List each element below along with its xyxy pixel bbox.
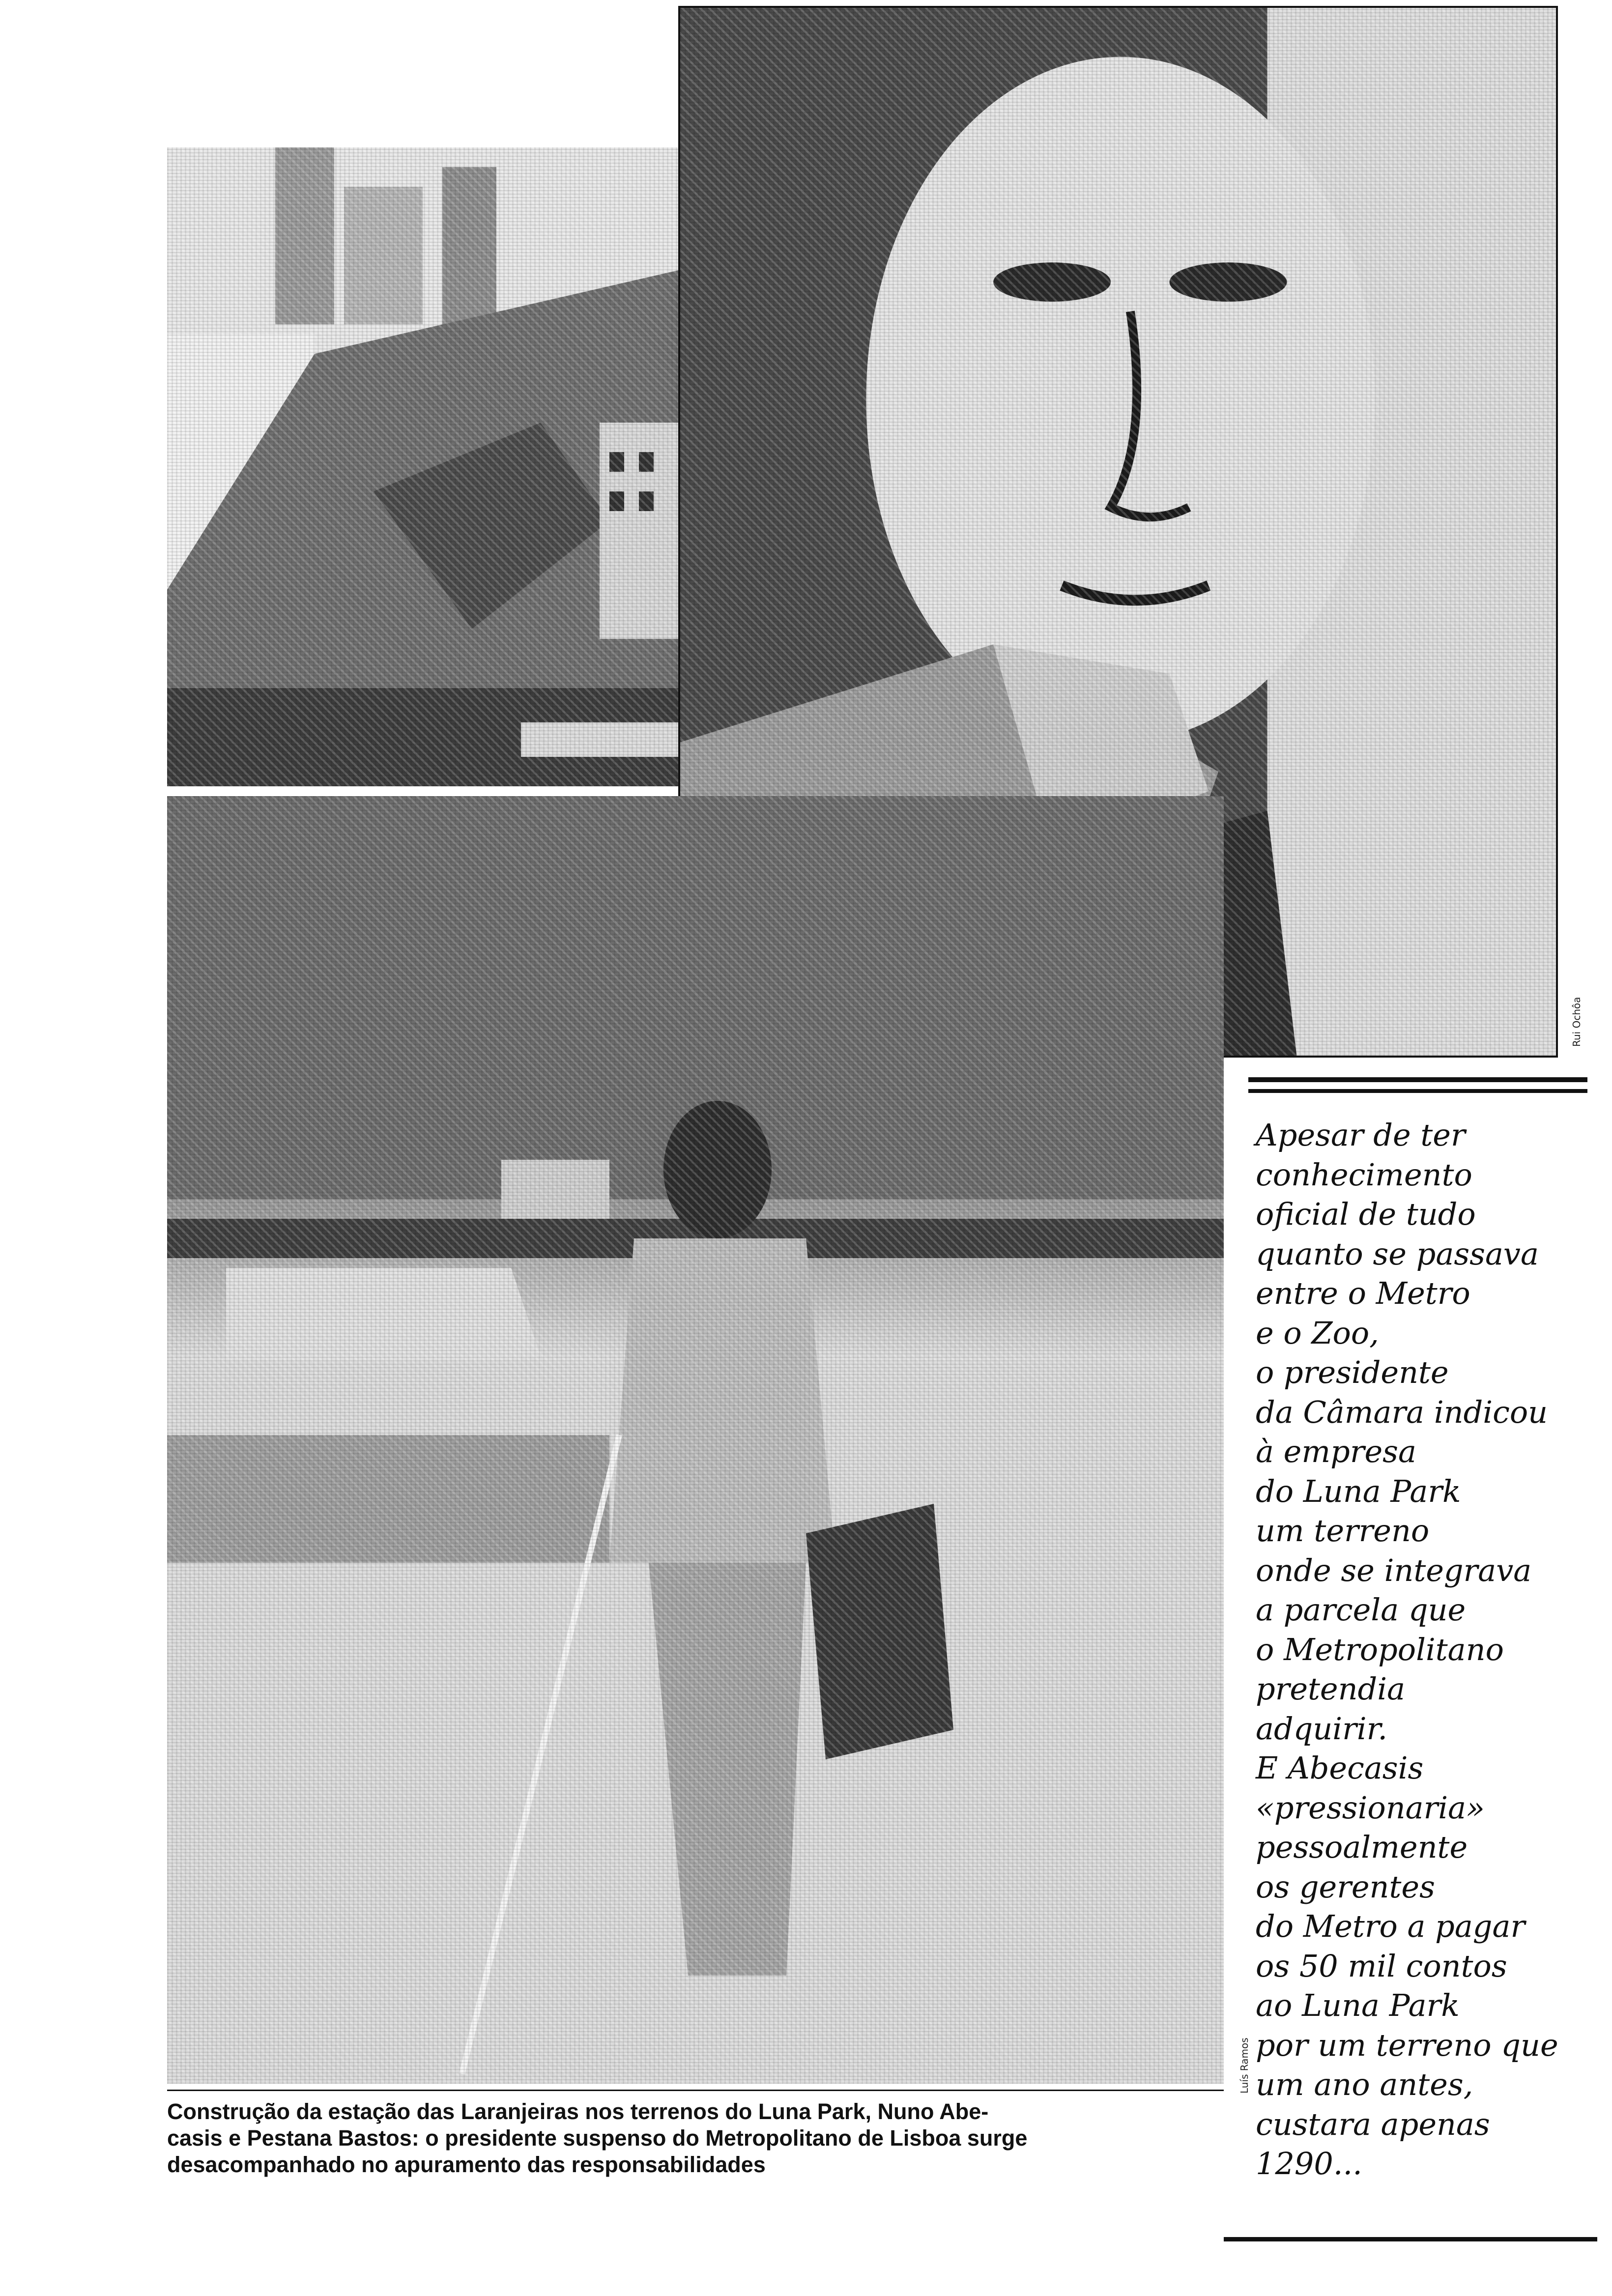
pull-quote-line: o presidente xyxy=(1256,1354,1449,1390)
pull-quote-line: conhecimento xyxy=(1256,1156,1472,1193)
pull-quote-line: o Metropolitano xyxy=(1256,1631,1504,1667)
pull-quote-line: «pressionaria» xyxy=(1256,1789,1485,1826)
photo-grain xyxy=(167,796,1224,2084)
pull-quote-top-rule-secondary xyxy=(1248,1089,1587,1093)
photo-caption xyxy=(167,2098,1224,2178)
pull-quote-line: 1290... xyxy=(1256,2146,1362,2181)
construction-photo xyxy=(167,147,678,786)
pull-quote-line: e o Zoo, xyxy=(1256,1315,1379,1351)
pull-quote-line: onde se integrava xyxy=(1256,1552,1532,1588)
pull-quote-line: oficial de tudo xyxy=(1256,1196,1476,1232)
pull-quote-line: à empresa xyxy=(1256,1434,1416,1469)
pull-quote-line: um ano antes, xyxy=(1256,2066,1473,2102)
caption-rule xyxy=(167,2090,1224,2091)
portrait-photo-credit: Rui Ochôa xyxy=(1571,997,1583,1047)
pull-quote-line: do Metro a pagar xyxy=(1256,1908,1526,1944)
pull-quote-line: da Câmara indicou xyxy=(1256,1394,1548,1430)
pull-quote-line: adquirir. xyxy=(1256,1710,1388,1747)
pull-quote-line: E Abecasis xyxy=(1256,1750,1424,1786)
pull-quote-line: entre o Metro xyxy=(1256,1275,1470,1311)
walker-photo xyxy=(167,796,1224,2084)
pull-quote-line: por um terreno que xyxy=(1256,2027,1558,2063)
pull-quote-line: quanto se passava xyxy=(1256,1235,1539,1272)
pull-quote-line: Apesar de ter xyxy=(1256,1117,1466,1153)
pull-quote-line: um terreno xyxy=(1256,1513,1430,1549)
photo-grain xyxy=(167,147,678,786)
pull-quote-line: ao Luna Park xyxy=(1256,1987,1460,2023)
caption-line: casis e Pestana Bastos: o presidente suspenso do Metropolitano de Lisboa surge xyxy=(167,2125,1028,2151)
pull-quote-bottom-rule xyxy=(1224,2237,1597,2241)
pull-quote xyxy=(1256,1116,1600,2184)
pull-quote-line: a parcela que xyxy=(1256,1592,1466,1628)
pull-quote-top-rule xyxy=(1248,1077,1587,1082)
pull-quote-line: do Luna Park xyxy=(1256,1473,1461,1509)
pull-quote-line: pessoalmente xyxy=(1256,1829,1468,1865)
pull-quote-line: custara apenas xyxy=(1256,2106,1490,2142)
walker-photo-credit: Luís Ramos xyxy=(1238,2038,1250,2094)
caption-line: Construção da estação das Laranjeiras nos terrenos do Luna Park, Nuno Abe- xyxy=(167,2099,989,2124)
pull-quote-line: pretendia xyxy=(1256,1671,1406,1707)
pull-quote-line: os gerentes xyxy=(1256,1868,1435,1905)
pull-quote-line: os 50 mil contos xyxy=(1256,1948,1507,1984)
caption-line: desacompanhado no apuramento das responsabilidades xyxy=(167,2152,766,2177)
